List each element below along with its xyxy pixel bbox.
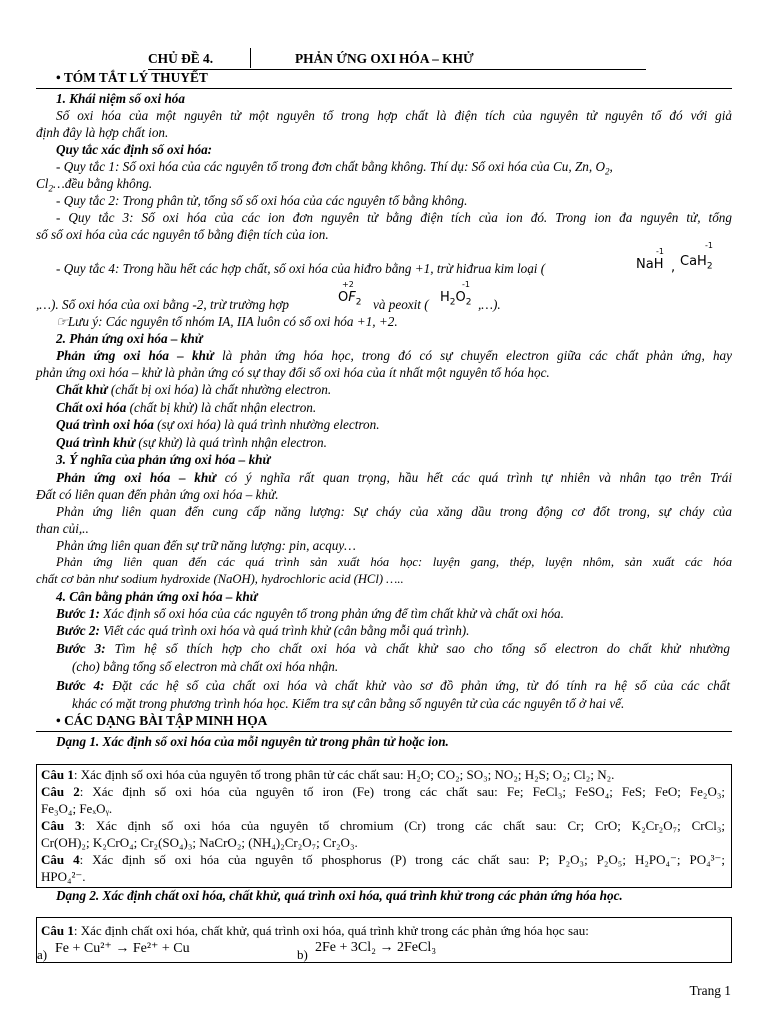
heading-significance: 3. Ý nghĩa của phản ứng oxi hóa – khử (56, 452, 271, 467)
bullet-icon: • (56, 70, 61, 85)
option-a-label: a) (37, 947, 48, 962)
rule-4-end: ,…). (478, 297, 501, 312)
section-underline (36, 88, 732, 89)
question-4-line-1: Câu 4: Xác định số oxi hóa của nguyên tố phosphorus (P) trong các chất sau: P; P₂O₃; P₂O₅; H₂PO₄⁻; PO₄³⁻; (41, 852, 725, 867)
topic-title: PHẢN ỨNG OXI HÓA – KHỬ (295, 51, 474, 66)
rule-1-line-2: $Cl_2\dots đều$ bằng không. (36, 176, 153, 194)
comma-separator: , (671, 260, 676, 275)
section-theory-heading (56, 70, 208, 86)
rule-2: - Quy tắc 2: Trong phân tử, tổng số số oxi hóa của các nguyên tố bằng không. (56, 193, 468, 208)
step-4-line-1: Bước 4: Đặt các hệ số của chất oxi hóa và chất khử vào sơ đồ phản ứng, từ đó tính ra hệ số của các chất (56, 678, 730, 693)
topic-number: CHỦ ĐỀ 4. (148, 51, 214, 66)
peroxide-label: và peoxit ( (373, 297, 429, 312)
step-3-line-2: (cho) bằng tổng số electron mà chất oxi hóa nhận. (72, 659, 339, 674)
formula-of2: +2 $OF_2$ (338, 280, 362, 308)
energy-line-1: Phản ứng liên quan đến cung cấp năng lượng: Sự cháy của xăng dầu trong động cơ đốt trong, sự cháy của (56, 504, 732, 519)
section-exercises-heading (56, 713, 267, 729)
equation-b: 2Fe + 3Cl₂ → 2FeCl₃ (315, 940, 437, 955)
redox-def-line-2: phản ứng oxi hóa – khử là phản ứng có sự thay đổi số oxi hóa của ít nhất một nguyên tố hóa học. (36, 365, 550, 380)
question-4-line-2: HPO₄²⁻. (41, 869, 86, 884)
question-2-line-2: Fe₃O₄; FeₓOᵧ. (41, 801, 113, 816)
formula-nah: -1 NaH (636, 247, 664, 272)
definition-line-1: Số oxi hóa của một nguyên tử một nguyên tố trong hợp chất là điện tích của nguyên tử nguyên tố đó với giả (56, 108, 732, 123)
section-exercises-title: CÁC DẠNG BÀI TẬP MINH HỌA (64, 713, 268, 728)
note-line: ☞Lưu ý: Các nguyên tố nhóm IA, IIA luôn có số oxi hóa +1, +2. (56, 314, 398, 329)
oxidation-process-def: Quá trình oxi hóa (sự oxi hóa) là quá trình nhường electron. (56, 417, 380, 432)
question-1: Câu 1: Xác định số oxi hóa của nguyên tố trong phân tử các chất sau: H₂O; CO₂; SO₃; NO₂; H₂S; O₂; Cl₂; N₂. (41, 767, 615, 782)
equation-a: Fe + Cu²⁺ → Fe²⁺ + Cu (55, 941, 190, 956)
section-theory-title: TÓM TẮT LÝ THUYẾT (63, 70, 208, 85)
question-2-line-1: Câu 2: Xác định số oxi hóa của nguyên tố iron (Fe) trong các chất sau: Fe; FeCl₃; FeSO₄; FeS; FeO; Fe₂O₃; (41, 784, 725, 799)
oxidizing-agent-def: Chất oxi hóa (chất bị khử) là chất nhận electron. (56, 400, 317, 415)
production-line-1: Phản ứng liên quan đến các quá trình sản xuất hóa học: luyện gang, thép, luyện nhôm, sản xuất các hóa (56, 555, 732, 569)
storage-line: Phản ứng liên quan đến sự trữ năng lượng: pin, acquy… (56, 538, 356, 553)
step-3-line-1: Bước 3: Tìm hệ số thích hợp cho chất oxi hóa và chất khử sao cho tổng số electron do chất khử nhường (56, 641, 730, 656)
energy-line-2: than củi,.. (36, 521, 89, 536)
rules-heading: Quy tắc xác định số oxi hóa: (56, 142, 213, 157)
redox-def-line-1: Phản ứng oxi hóa – khử là phản ứng hóa học, trong đó có sự chuyển electron giữa các chất phản ứng, hay (56, 348, 732, 363)
significance-line-2: Đất có liên quan đến phản ứng oxi hóa – khử. (36, 487, 279, 502)
type-2-question-1: Câu 1: Xác định chất oxi hóa, chất khử, quá trình oxi hóa, quá trình khử trong các phản ứng hóa học sau: (41, 923, 589, 938)
formula-h2o2: -1 $H_2O_2$ (440, 280, 472, 308)
option-b-label: b) (297, 947, 308, 962)
heading-oxidation-number: 1. Khái niệm số oxi hóa (56, 91, 185, 106)
bullet-icon: • (56, 713, 61, 728)
page-number: Trang 1 (689, 983, 731, 998)
type-1-title: Dạng 1. Xác định số oxi hóa của mỗi nguyên tử trong phân tử hoặc ion. (56, 734, 449, 749)
significance-line-1: Phản ứng oxi hóa – khử có ý nghĩa rất quan trọng, hầu hết các quá trình tự nhiên và nhân tạo trên Trái (56, 470, 732, 485)
question-3-line-1: Câu 3: Xác định số oxi hóa của nguyên tố chromium (Cr) trong các chất sau: Cr; CrO; K₂Cr₂O₇; CrCl₃; (41, 818, 725, 833)
type-2-title: Dạng 2. Xác định chất oxi hóa, chất khử, quá trình oxi hóa, quá trình khử trong các phản ứng hóa học. (56, 888, 623, 903)
section-underline (36, 731, 732, 732)
reduction-process-def: Quá trình khử (sự khử) là quá trình nhận electron. (56, 435, 327, 450)
step-4-line-2: khác có mặt trong phương trình hóa học. Kiểm tra sự cân bằng số nguyên tử của các nguyên tố ở hai vế. (72, 696, 625, 711)
step-1: Bước 1: Xác định số oxi hóa của các nguyên tố trong phản ứng để tìm chất khử và chất oxi hóa. (56, 606, 564, 621)
pointer-icon: ☞ (56, 314, 68, 329)
question-3-line-2: Cr(OH)₂; K₂CrO₄; Cr₂(SO₄)₃; NaCrO₂; (NH₄)₂Cr₂O₇; Cr₂O₃. (41, 835, 358, 850)
rule-4-line-1: - Quy tắc 4: Trong hầu hết các hợp chất, số oxi hóa của hiđro bằng +1, trừ hiđrua kim loại ( (56, 261, 546, 276)
rule-4-line-2: ,…). Số oxi hóa của oxi bằng -2, trừ trường hợp (36, 297, 289, 312)
rule-3-line-2: số số oxi hóa của các nguyên tố bằng điện tích của ion. (36, 227, 329, 242)
definition-line-2: định đây là hợp chất ion. (36, 125, 169, 140)
page-header (148, 51, 646, 70)
reducing-agent-def: Chất khử (chất bị oxi hóa) là chất nhường electron. (56, 382, 332, 397)
step-2: Bước 2: Viết các quá trình oxi hóa và quá trình khử (cân bằng mỗi quá trình). (56, 623, 470, 638)
rule-3-line-1: - Quy tắc 3: Số oxi hóa của các ion đơn nguyên tử bằng điện tích của ion đó. Trong ion đa nguyên tử, tổng (56, 210, 732, 225)
header-divider (250, 48, 251, 68)
heading-balancing: 4. Cân bằng phản ứng oxi hóa – khử (56, 589, 258, 604)
rule-1-line-1: - Quy tắc 1: Số oxi hóa của các nguyên tố trong đơn chất bằng không. Thí dụ: Số oxi hóa của Cu, Zn, $O_2$, (56, 159, 613, 177)
formula-cah2: -1 CaH$_2$ (680, 241, 713, 272)
heading-redox-reaction: 2. Phản ứng oxi hóa – khử (56, 331, 203, 346)
production-line-2: chất cơ bản như sodium hydroxide (NaOH), hydrochloric acid (HCl) ….. (36, 572, 404, 586)
